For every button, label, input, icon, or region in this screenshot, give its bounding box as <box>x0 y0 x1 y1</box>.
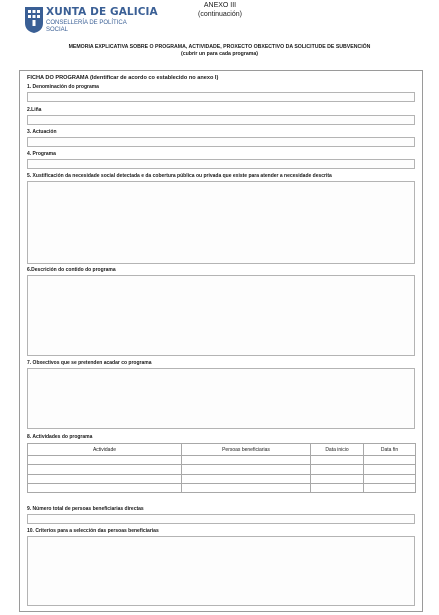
beneficiaries-cell[interactable] <box>182 474 311 483</box>
program-name-field[interactable] <box>27 92 415 102</box>
end-date-cell[interactable] <box>364 456 416 465</box>
table-row <box>28 465 416 474</box>
activity-cell[interactable] <box>28 483 182 492</box>
activities-header-row <box>28 444 416 456</box>
activities-table <box>27 443 416 493</box>
end-date-cell[interactable] <box>364 483 416 492</box>
start-date-cell[interactable] <box>311 483 364 492</box>
annex-title: ANEXO III <box>203 2 237 9</box>
table-row <box>28 474 416 483</box>
end-date-cell[interactable] <box>364 474 416 483</box>
label-justification: 5. Xustificación da necesidade social detectada e da cobertura pública ou privada que existe para atender a necesidade descrita <box>27 173 332 179</box>
end-date-cell[interactable] <box>364 465 416 474</box>
start-date-cell[interactable] <box>311 474 364 483</box>
table-row <box>28 483 416 492</box>
action-field[interactable] <box>27 137 415 147</box>
document-header <box>0 0 439 70</box>
label-line: 2.Liña <box>27 107 42 113</box>
department-line-1: CONSELLERÍA DE POLÍTICA <box>46 19 127 26</box>
selection-criteria-textarea[interactable] <box>27 536 415 606</box>
activity-cell[interactable] <box>28 465 182 474</box>
section-title: FICHA DO PROGRAMA (Identificar de acordo co establecido no anexo I) <box>27 75 219 81</box>
label-activities: 8. Actividades do programa <box>27 434 93 440</box>
beneficiaries-cell[interactable] <box>182 483 311 492</box>
description-textarea[interactable] <box>27 275 415 356</box>
col-start-date: Data inicio <box>311 444 364 456</box>
activity-cell[interactable] <box>28 456 182 465</box>
table-row <box>28 456 416 465</box>
label-program-name: 1. Denominación do programa <box>27 84 99 90</box>
annex-title-block <box>190 2 250 20</box>
memoria-title: MEMORIA EXPLICATIVA SOBRE O PROGRAMA, ACTIVIDADE, PROXECTO OBXECTIVO DA SOLICITUDE DE SUBVENCIÓN <box>68 44 371 50</box>
col-activity: Actividade <box>28 444 182 456</box>
memoria-note: (cubrir un para cada programa) <box>181 51 258 58</box>
line-field[interactable] <box>27 115 415 125</box>
memoria-heading <box>0 44 439 58</box>
org-name: XUNTA DE GALICIA <box>46 6 158 18</box>
activity-cell[interactable] <box>28 474 182 483</box>
beneficiaries-cell[interactable] <box>182 465 311 474</box>
beneficiaries-cell[interactable] <box>182 456 311 465</box>
annex-subtitle: (continuación) <box>198 10 242 18</box>
justification-textarea[interactable] <box>27 181 415 264</box>
start-date-cell[interactable] <box>311 456 364 465</box>
label-description: 6.Descrición do contido do programa <box>27 267 116 273</box>
label-objectives: 7. Obxectivos que se pretenden acadar co programa <box>27 360 152 366</box>
total-beneficiaries-field[interactable] <box>27 514 415 524</box>
col-beneficiaries: Persoas beneficiarias <box>182 444 311 456</box>
organization-block <box>46 7 158 35</box>
program-field[interactable] <box>27 159 415 169</box>
label-selection-criteria: 10. Criterios para a selección das persoas beneficiarias <box>27 528 159 534</box>
department-name <box>46 20 158 35</box>
label-action: 3. Actuación <box>27 129 57 135</box>
department-line-2: SOCIAL <box>46 27 69 33</box>
objectives-textarea[interactable] <box>27 368 415 429</box>
label-total-beneficiaries: 9. Número total de persoas beneficiarias directas <box>27 506 144 512</box>
start-date-cell[interactable] <box>311 465 364 474</box>
label-program: 4. Programa <box>27 151 56 157</box>
xunta-logo-icon <box>24 6 44 34</box>
col-end-date: Data fin <box>364 444 416 456</box>
